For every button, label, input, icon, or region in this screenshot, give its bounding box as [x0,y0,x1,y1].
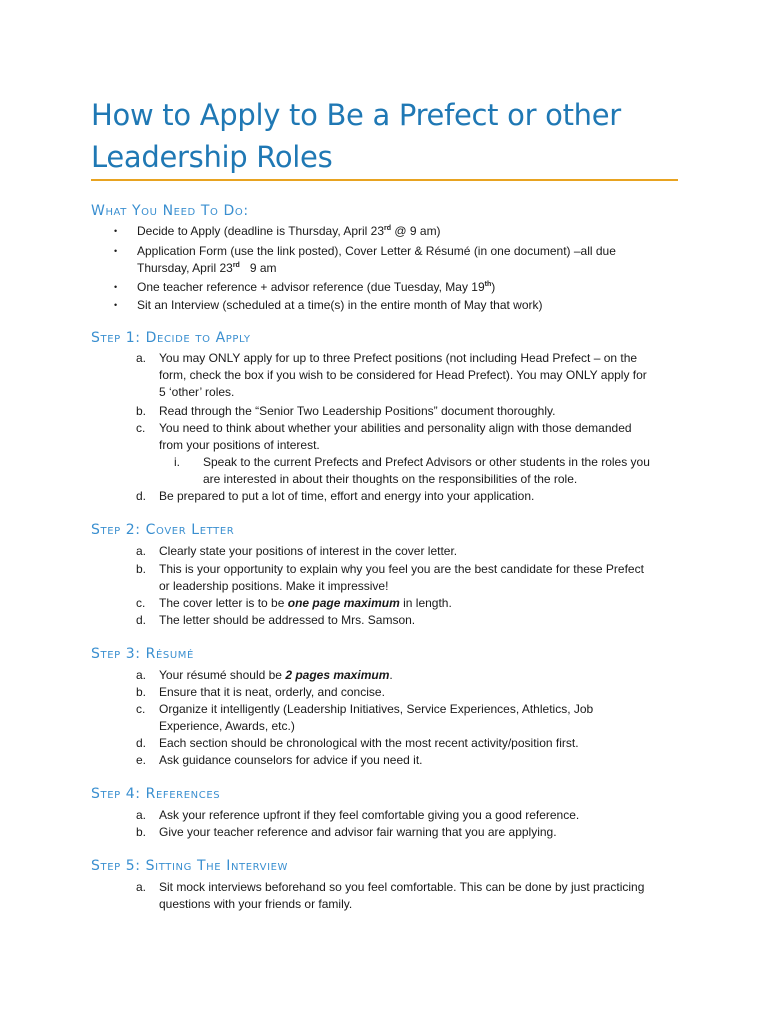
list-item [159,667,393,684]
list-item-text: 9 am [239,261,277,275]
page-title: How to Apply to Be a Prefect or other Leadership Roles [91,98,621,174]
list-marker: b. [136,404,147,418]
list-marker: c. [136,596,146,610]
list-item: Sit an Interview (scheduled at a time(s) in the entire month of May that work) [137,298,543,312]
list-item [137,243,616,260]
list-item-text: @ 9 am) [391,224,441,238]
list-marker: a. [136,668,147,682]
bullet-marker: • [114,282,118,292]
list-marker: d. [136,736,147,750]
title-divider [91,179,678,181]
ordinal-suffix: th [484,281,492,288]
list-item-continuation: 5 ‘other’ roles. [159,385,235,399]
list-item: Ask guidance counselors for advice if you need it. [159,753,423,767]
list-marker: e. [136,753,147,767]
list-marker: i. [174,455,180,469]
bullet-marker: • [114,246,118,256]
list-marker: a. [136,351,147,365]
list-item: Organize it intelligently (Leadership Initiatives, Service Experiences, Athletics, Job [159,702,594,716]
list-marker: c. [136,702,146,716]
list-item-continuation: from your positions of interest. [159,438,320,452]
list-item-text: in length. [399,596,452,610]
list-item-continuation: are interested in about their thoughts on the responsibilities of the role. [203,472,578,486]
emphasis-text: 2 pages maximum [285,668,390,682]
list-item: This is your opportunity to explain why you feel you are the best candidate for these Prefect [159,562,644,576]
list-marker: a. [136,880,147,894]
list-item: Ensure that it is neat, orderly, and concise. [159,685,385,699]
list-item-continuation [137,260,277,277]
list-item-continuation: Experience, Awards, etc.) [159,719,295,733]
list-marker: d. [136,613,147,627]
list-item-text: ) [491,280,496,294]
list-item: Read through the “Senior Two Leadership Positions” document thoroughly. [159,404,556,418]
list-item [137,279,495,296]
list-item: The letter should be addressed to Mrs. Samson. [159,613,416,627]
section-heading-step-5: Step 5: Sitting The Interview [91,858,289,874]
list-item-text: Application Form (use the link posted), Cover Letter & Résumé (in one document) –all due [137,244,616,258]
list-marker: b. [136,685,147,699]
section-heading-step-4: Step 4: References [91,786,221,802]
list-marker: a. [136,808,147,822]
list-item: Give your teacher reference and advisor fair warning that you are applying. [159,825,557,839]
list-item: Ask your reference upfront if they feel comfortable giving you a good reference. [159,808,580,822]
list-item [137,223,441,240]
section-heading-step-1: Step 1: Decide to Apply [91,330,251,346]
list-marker: a. [136,544,147,558]
list-item-continuation: form, check the box if you wish to be considered for Head Prefect). You may ONLY apply for [159,368,647,382]
ordinal-suffix: rd [232,262,240,269]
list-item-text: Thursday, April 23 [137,261,233,275]
list-item-text: . [389,668,393,682]
list-item-continuation: questions with your friends or family. [159,897,353,911]
list-item: Clearly state your positions of interest in the cover letter. [159,544,458,558]
list-item: Speak to the current Prefects and Prefect Advisors or other students in the roles you [203,455,650,469]
list-item: Be prepared to put a lot of time, effort and energy into your application. [159,489,535,503]
list-marker: c. [136,421,146,435]
section-heading-step-3: Step 3: Résumé [91,646,194,662]
list-item: You may ONLY apply for up to three Prefect positions (not including Head Prefect – on the [159,351,638,365]
emphasis-text: one page maximum [287,596,400,610]
list-item: You need to think about whether your abilities and personality align with those demanded [159,421,632,435]
list-marker: b. [136,562,147,576]
bullet-marker: • [114,300,118,310]
ordinal-suffix: rd [384,225,392,232]
list-item-text: Your résumé should be [159,668,286,682]
bullet-marker: • [114,226,118,236]
list-marker: b. [136,825,147,839]
list-item: Sit mock interviews beforehand so you feel comfortable. This can be done by just practicing [159,880,645,894]
list-marker: d. [136,489,147,503]
section-heading-what-you-need: What You Need To Do: [91,203,249,219]
list-item-text: Decide to Apply (deadline is Thursday, April 23 [137,224,385,238]
list-item-text: One teacher reference + advisor reference (due Tuesday, May 19 [137,280,485,294]
section-heading-step-2: Step 2: Cover Letter [91,522,235,538]
list-item [159,595,452,612]
list-item-text: The cover letter is to be [159,596,288,610]
list-item: Each section should be chronological with the most recent activity/position first. [159,736,579,750]
list-item-continuation: or leadership positions. Make it impressive! [159,579,389,593]
